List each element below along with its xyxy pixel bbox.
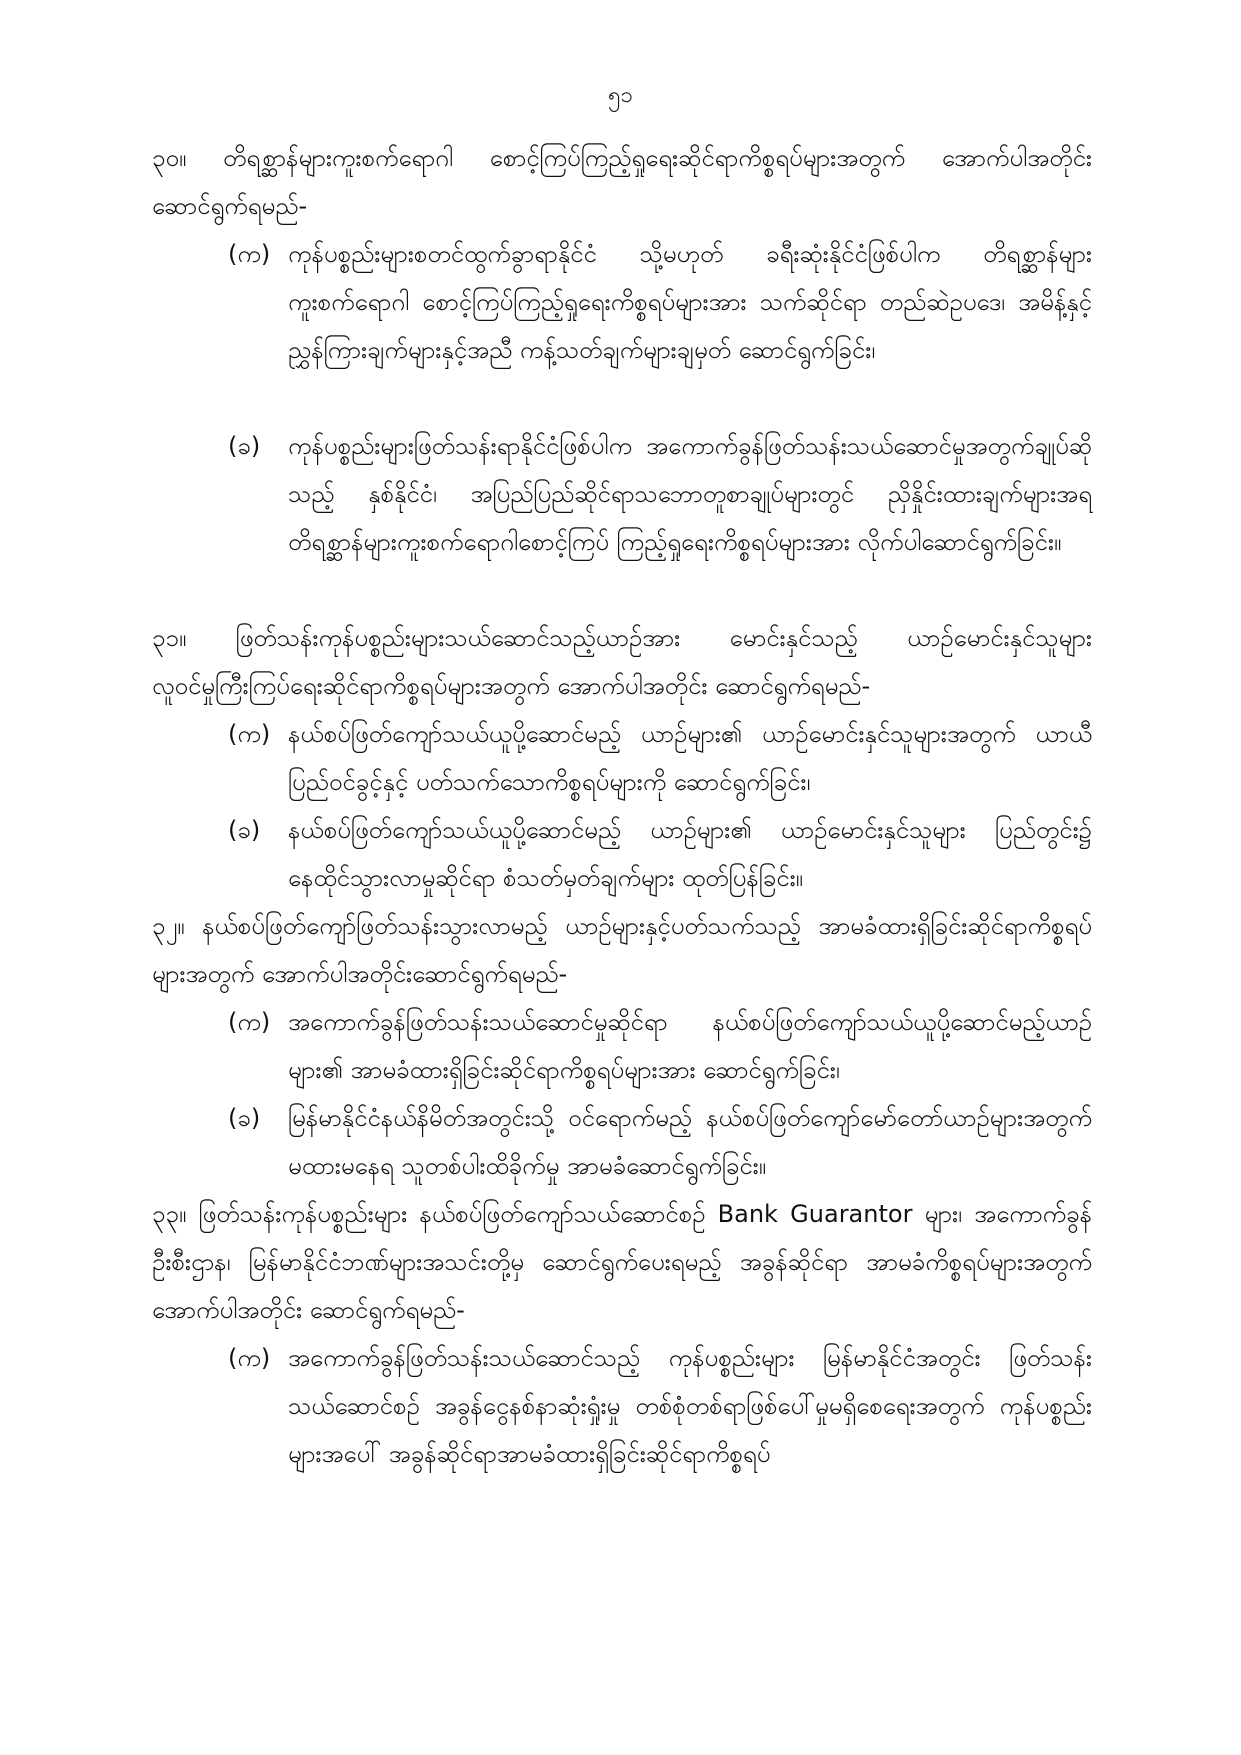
clause-text: ကုန်ပစ္စည်းများဖြတ်သန်းရာနိုင်ငံဖြစ်ပါက အကောက်ခွန်ဖြတ်သန်းသယ်ဆောင်မှုအတွက်ချုပ်ဆိုသည့် နှစ်နိုင်ငံ၊ အပြည်ပြည်ဆိုင်ရာသဘောတူစာချုပ်များတွင် ညှိနှိုင်းထားချက်များအရ တိရစ္ဆာန်များကူးစက်ရောဂါစောင့်ကြပ် ကြည့်ရှုရေးကိစ္စရပ်များအား လိုက်ပါဆောင်ရွက်ခြင်း။: [288, 432, 1092, 556]
clause-30-kha: [228, 422, 1092, 566]
page-number: ၅၁: [608, 83, 633, 108]
clause-marker: (က): [228, 240, 271, 268]
clause-text: မြန်မာနိုင်ငံနယ်နိမိတ်အတွင်းသို့ ဝင်ရောက်မည့် နယ်စပ်ဖြတ်ကျော်မော်တော်ယာဉ်များအတွက် မထားမနေရ သူတစ်ပါးထိခိုက်မှု အာမခံဆောင်ရွက်ခြင်း။: [288, 1104, 1092, 1180]
clause-marker: (က): [228, 1344, 271, 1372]
section-33: ၃၃။ ဖြတ်သန်းကုန်ပစ္စည်းများ နယ်စပ်ဖြတ်ကျော်သယ်ဆောင်စဉ် Bank Guarantor များ၊ အကောက်ခွန်ဦးစီးဌာန၊ မြန်မာနိုင်ငံဘဏ်များအသင်းတို့မှ ဆောင်ရွက်ပေးရမည့် အခွန်ဆိုင်ရာ အာမခံကိစ္စရပ်များအတွက် အောက်ပါအတိုင်း ဆောင်ရွက်ရမည်-: [152, 1200, 1092, 1324]
clause-32-kha: [228, 1094, 1092, 1190]
section-30: ၃၀။ တိရစ္ဆာန်များကူးစက်ရောဂါ စောင့်ကြပ်ကြည့်ရှုရေးဆိုင်ရာကိစ္စရပ်များအတွက် အောက်ပါအတိုင်း ဆောင်ရွက်ရမည်-: [152, 144, 1092, 220]
clause-marker: (က): [228, 1008, 271, 1036]
clause-31-kha: [228, 806, 1092, 902]
clause-text: အကောက်ခွန်ဖြတ်သန်းသယ်ဆောင်မှုဆိုင်ရာ နယ်စပ်ဖြတ်ကျော်သယ်ယူပို့ဆောင်မည့်ယာဉ်များ၏ အာမခံထားရှိခြင်းဆိုင်ရာကိစ္စရပ်များအား ဆောင်ရွက်ခြင်း၊: [288, 1008, 1092, 1084]
clause-marker: (က): [228, 720, 271, 748]
clause-text: နယ်စပ်ဖြတ်ကျော်သယ်ယူပို့ဆောင်မည့် ယာဉ်များ၏ ယာဉ်မောင်းနှင်သူများ ပြည်တွင်း၌ နေထိုင်သွားလာမှုဆိုင်ရာ စံသတ်မှတ်ချက်များ ထုတ်ပြန်ခြင်း။: [288, 816, 1092, 892]
clause-33-ka: [228, 1334, 1092, 1478]
clause-marker: (ခ): [228, 1104, 261, 1132]
clause-text: အကောက်ခွန်ဖြတ်သန်းသယ်ဆောင်သည့် ကုန်ပစ္စည်းများ မြန်မာနိုင်ငံအတွင်း ဖြတ်သန်းသယ်ဆောင်စဉ် အခွန်ငွေနစ်နာဆုံးရှုံးမှု တစ်စုံတစ်ရာဖြစ်ပေါ်မှုမရှိစေရေးအတွက် ကုန်ပစ္စည်းများအပေါ် အခွန်ဆိုင်ရာအာမခံထားရှိခြင်းဆိုင်ရာကိစ္စရပ်: [288, 1344, 1092, 1468]
section-32: ၃၂။ နယ်စပ်ဖြတ်ကျော်ဖြတ်သန်းသွားလာမည့် ယာဉ်များနှင့်ပတ်သက်သည့် အာမခံထားရှိခြင်းဆိုင်ရာကိစ္စရပ်များအတွက် အောက်ပါအတိုင်းဆောင်ရွက်ရမည်-: [152, 912, 1092, 988]
clause-30-ka: [228, 230, 1092, 374]
clause-31-ka: [228, 710, 1092, 806]
clause-text: ကုန်ပစ္စည်းများစတင်ထွက်ခွာရာနိုင်ငံ သို့မဟုတ် ခရီးဆုံးနိုင်ငံဖြစ်ပါက တိရစ္ဆာန်များကူးစက်ရောဂါ စောင့်ကြပ်ကြည့်ရှုရေးကိစ္စရပ်များအား သက်ဆိုင်ရာ တည်ဆဲဥပဒေ၊ အမိန့်နှင့်ညွှန်ကြားချက်များနှင့်အညီ ကန့်သတ်ချက်များချမှတ် ဆောင်ရွက်ခြင်း၊: [288, 240, 1092, 364]
clause-text: နယ်စပ်ဖြတ်ကျော်သယ်ယူပို့ဆောင်မည့် ယာဉ်များ၏ ယာဉ်မောင်းနှင်သူများအတွက် ယာယီပြည်ဝင်ခွင့်နှင့် ပတ်သက်သောကိစ္စရပ်များကို ဆောင်ရွက်ခြင်း၊: [288, 720, 1092, 796]
clause-32-ka: [228, 998, 1092, 1094]
clause-marker: (ခ): [228, 432, 261, 460]
clause-marker: (ခ): [228, 816, 261, 844]
section-31: ၃၁။ ဖြတ်သန်းကုန်ပစ္စည်းများသယ်ဆောင်သည့်ယာဉ်အား မောင်းနှင်သည့် ယာဉ်မောင်းနှင်သူများ လူဝင်မှုကြီးကြပ်ရေးဆိုင်ရာကိစ္စရပ်များအတွက် အောက်ပါအတိုင်း ဆောင်ရွက်ရမည်-: [152, 624, 1092, 700]
